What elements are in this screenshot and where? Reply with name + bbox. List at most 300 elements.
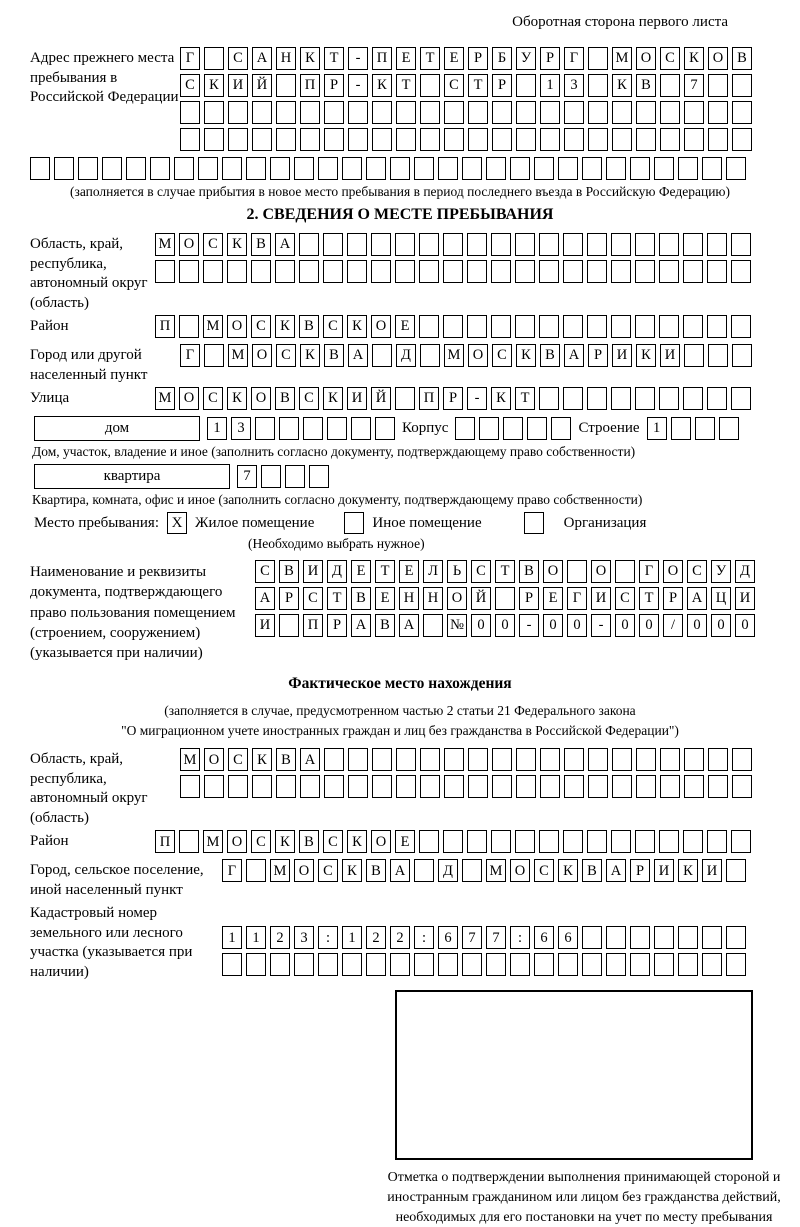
char-cell[interactable] <box>252 101 272 124</box>
char-cell[interactable] <box>276 74 296 97</box>
char-cell[interactable] <box>660 748 680 771</box>
char-cell[interactable] <box>731 260 751 283</box>
char-cell[interactable]: 2 <box>390 926 410 949</box>
char-cell[interactable]: О <box>636 47 656 70</box>
char-cell[interactable] <box>587 315 607 338</box>
char-cell[interactable] <box>371 233 391 256</box>
char-cell[interactable]: 0 <box>615 614 635 637</box>
char-cell[interactable]: 2 <box>270 926 290 949</box>
char-cell[interactable] <box>78 157 98 180</box>
char-cell[interactable]: : <box>510 926 530 949</box>
char-cell[interactable] <box>309 465 329 488</box>
char-cell[interactable] <box>419 260 439 283</box>
char-cell[interactable]: К <box>204 74 224 97</box>
char-cell[interactable] <box>390 157 410 180</box>
char-cell[interactable] <box>563 260 583 283</box>
char-cell[interactable] <box>276 775 296 798</box>
char-cell[interactable] <box>635 387 655 410</box>
char-cell[interactable]: : <box>318 926 338 949</box>
char-cell[interactable] <box>462 859 482 882</box>
char-cell[interactable]: А <box>255 587 275 610</box>
char-cell[interactable] <box>588 775 608 798</box>
char-cell[interactable] <box>372 775 392 798</box>
char-cell[interactable]: И <box>612 344 632 367</box>
char-cell[interactable]: П <box>155 315 175 338</box>
char-cell[interactable]: С <box>444 74 464 97</box>
char-cell[interactable]: О <box>204 748 224 771</box>
char-cell[interactable]: Е <box>399 560 419 583</box>
char-cell[interactable] <box>372 344 392 367</box>
char-cell[interactable] <box>707 387 727 410</box>
char-cell[interactable] <box>540 775 560 798</box>
char-cell[interactable]: П <box>419 387 439 410</box>
char-cell[interactable]: С <box>534 859 554 882</box>
char-cell[interactable] <box>684 344 704 367</box>
char-cell[interactable]: И <box>347 387 367 410</box>
char-cell[interactable]: М <box>444 344 464 367</box>
char-cell[interactable] <box>612 775 632 798</box>
char-cell[interactable] <box>396 128 416 151</box>
char-cell[interactable] <box>635 830 655 853</box>
char-cell[interactable]: 0 <box>735 614 755 637</box>
char-cell[interactable]: Г <box>180 344 200 367</box>
char-cell[interactable] <box>375 417 395 440</box>
char-cell[interactable] <box>204 344 224 367</box>
char-cell[interactable] <box>443 315 463 338</box>
char-cell[interactable] <box>612 748 632 771</box>
char-cell[interactable]: А <box>564 344 584 367</box>
char-cell[interactable]: Г <box>222 859 242 882</box>
char-cell[interactable]: К <box>516 344 536 367</box>
char-cell[interactable]: 1 <box>222 926 242 949</box>
char-cell[interactable]: В <box>540 344 560 367</box>
char-cell[interactable] <box>540 128 560 151</box>
char-cell[interactable]: А <box>687 587 707 610</box>
char-cell[interactable]: Т <box>375 560 395 583</box>
char-cell[interactable] <box>707 260 727 283</box>
char-cell[interactable]: М <box>203 315 223 338</box>
char-cell[interactable]: В <box>276 748 296 771</box>
char-cell[interactable]: - <box>519 614 539 637</box>
char-cell[interactable]: Р <box>540 47 560 70</box>
char-cell[interactable]: Ь <box>447 560 467 583</box>
char-cell[interactable]: Т <box>324 47 344 70</box>
char-cell[interactable] <box>587 830 607 853</box>
char-cell[interactable] <box>516 101 536 124</box>
char-cell[interactable]: А <box>252 47 272 70</box>
char-cell[interactable]: Т <box>420 47 440 70</box>
char-cell[interactable] <box>684 748 704 771</box>
char-cell[interactable] <box>54 157 74 180</box>
char-cell[interactable] <box>294 157 314 180</box>
char-cell[interactable]: 1 <box>246 926 266 949</box>
char-cell[interactable] <box>611 233 631 256</box>
char-cell[interactable]: И <box>702 859 722 882</box>
char-cell[interactable] <box>467 260 487 283</box>
char-cell[interactable]: Р <box>630 859 650 882</box>
char-cell[interactable] <box>323 233 343 256</box>
char-cell[interactable]: О <box>591 560 611 583</box>
char-cell[interactable] <box>659 315 679 338</box>
char-cell[interactable]: 0 <box>711 614 731 637</box>
char-cell[interactable] <box>636 128 656 151</box>
char-cell[interactable] <box>327 417 347 440</box>
char-cell[interactable] <box>420 775 440 798</box>
char-cell[interactable] <box>366 157 386 180</box>
char-cell[interactable]: 3 <box>231 417 251 440</box>
char-cell[interactable]: И <box>228 74 248 97</box>
char-cell[interactable]: В <box>519 560 539 583</box>
char-cell[interactable]: С <box>492 344 512 367</box>
char-cell[interactable]: К <box>347 830 367 853</box>
char-cell[interactable]: К <box>227 233 247 256</box>
char-cell[interactable] <box>222 953 242 976</box>
char-cell[interactable] <box>726 953 746 976</box>
char-cell[interactable]: К <box>491 387 511 410</box>
char-cell[interactable] <box>702 953 722 976</box>
char-cell[interactable] <box>419 830 439 853</box>
char-cell[interactable] <box>539 260 559 283</box>
char-cell[interactable] <box>180 775 200 798</box>
char-cell[interactable]: К <box>227 387 247 410</box>
char-cell[interactable]: К <box>347 315 367 338</box>
char-cell[interactable] <box>726 859 746 882</box>
char-cell[interactable]: С <box>299 387 319 410</box>
char-cell[interactable] <box>558 953 578 976</box>
char-cell[interactable] <box>455 417 475 440</box>
char-cell[interactable] <box>300 101 320 124</box>
char-cell[interactable] <box>654 953 674 976</box>
char-cell[interactable]: П <box>303 614 323 637</box>
char-cell[interactable] <box>515 260 535 283</box>
char-cell[interactable] <box>323 260 343 283</box>
char-cell[interactable]: С <box>203 233 223 256</box>
char-cell[interactable]: А <box>300 748 320 771</box>
char-cell[interactable]: С <box>251 315 271 338</box>
char-cell[interactable] <box>204 775 224 798</box>
char-cell[interactable] <box>462 157 482 180</box>
char-cell[interactable]: О <box>468 344 488 367</box>
char-cell[interactable] <box>635 315 655 338</box>
char-cell[interactable] <box>204 101 224 124</box>
char-cell[interactable] <box>299 260 319 283</box>
char-cell[interactable]: Е <box>395 315 415 338</box>
char-cell[interactable] <box>275 260 295 283</box>
char-cell[interactable]: В <box>251 233 271 256</box>
char-cell[interactable] <box>423 614 443 637</box>
char-cell[interactable] <box>324 101 344 124</box>
char-cell[interactable] <box>342 953 362 976</box>
char-cell[interactable] <box>180 101 200 124</box>
char-cell[interactable]: Р <box>519 587 539 610</box>
char-cell[interactable] <box>732 344 752 367</box>
char-cell[interactable]: 0 <box>495 614 515 637</box>
char-cell[interactable]: 6 <box>438 926 458 949</box>
char-cell[interactable] <box>179 260 199 283</box>
char-cell[interactable] <box>606 926 626 949</box>
char-cell[interactable]: М <box>486 859 506 882</box>
char-cell[interactable]: 7 <box>486 926 506 949</box>
char-cell[interactable]: Т <box>639 587 659 610</box>
char-cell[interactable]: О <box>708 47 728 70</box>
char-cell[interactable] <box>299 233 319 256</box>
char-cell[interactable] <box>611 315 631 338</box>
char-cell[interactable] <box>731 233 751 256</box>
char-cell[interactable]: И <box>591 587 611 610</box>
char-cell[interactable] <box>270 157 290 180</box>
char-cell[interactable] <box>611 387 631 410</box>
char-cell[interactable] <box>246 157 266 180</box>
char-cell[interactable] <box>611 830 631 853</box>
char-cell[interactable]: С <box>687 560 707 583</box>
char-cell[interactable]: А <box>348 344 368 367</box>
char-cell[interactable]: К <box>342 859 362 882</box>
char-cell[interactable]: Е <box>444 47 464 70</box>
char-cell[interactable]: К <box>252 748 272 771</box>
char-cell[interactable] <box>318 157 338 180</box>
char-cell[interactable] <box>551 417 571 440</box>
char-cell[interactable]: Й <box>471 587 491 610</box>
char-cell[interactable]: М <box>155 233 175 256</box>
char-cell[interactable] <box>348 748 368 771</box>
char-cell[interactable]: 3 <box>564 74 584 97</box>
char-cell[interactable]: 0 <box>543 614 563 637</box>
char-cell[interactable] <box>467 830 487 853</box>
char-cell[interactable] <box>707 830 727 853</box>
char-cell[interactable]: Т <box>327 587 347 610</box>
char-cell[interactable]: С <box>203 387 223 410</box>
char-cell[interactable]: А <box>275 233 295 256</box>
char-cell[interactable] <box>204 47 224 70</box>
char-cell[interactable] <box>516 775 536 798</box>
char-cell[interactable]: Д <box>396 344 416 367</box>
char-cell[interactable] <box>516 128 536 151</box>
char-cell[interactable] <box>587 260 607 283</box>
char-cell[interactable] <box>285 465 305 488</box>
char-cell[interactable] <box>702 157 722 180</box>
char-cell[interactable]: В <box>636 74 656 97</box>
char-cell[interactable] <box>540 101 560 124</box>
char-cell[interactable]: М <box>203 830 223 853</box>
char-cell[interactable]: В <box>299 315 319 338</box>
char-cell[interactable] <box>564 748 584 771</box>
char-cell[interactable] <box>372 101 392 124</box>
char-cell[interactable]: - <box>348 74 368 97</box>
char-cell[interactable]: В <box>279 560 299 583</box>
char-cell[interactable] <box>228 775 248 798</box>
char-cell[interactable]: Т <box>515 387 535 410</box>
char-cell[interactable] <box>204 128 224 151</box>
char-cell[interactable]: С <box>471 560 491 583</box>
char-cell[interactable] <box>222 157 242 180</box>
char-cell[interactable]: О <box>510 859 530 882</box>
char-cell[interactable]: К <box>684 47 704 70</box>
char-cell[interactable]: Е <box>396 47 416 70</box>
char-cell[interactable]: 1 <box>342 926 362 949</box>
char-cell[interactable]: С <box>323 315 343 338</box>
char-cell[interactable] <box>630 926 650 949</box>
char-cell[interactable]: 1 <box>540 74 560 97</box>
char-cell[interactable] <box>372 128 392 151</box>
char-cell[interactable] <box>563 233 583 256</box>
char-cell[interactable] <box>347 260 367 283</box>
char-cell[interactable]: Р <box>327 614 347 637</box>
char-cell[interactable] <box>708 101 728 124</box>
char-cell[interactable]: Н <box>276 47 296 70</box>
char-cell[interactable] <box>227 260 247 283</box>
char-cell[interactable] <box>732 101 752 124</box>
char-cell[interactable] <box>635 233 655 256</box>
char-cell[interactable] <box>660 74 680 97</box>
char-cell[interactable] <box>342 157 362 180</box>
char-cell[interactable] <box>582 953 602 976</box>
char-cell[interactable]: М <box>612 47 632 70</box>
char-cell[interactable] <box>486 953 506 976</box>
char-cell[interactable] <box>732 775 752 798</box>
char-cell[interactable] <box>732 748 752 771</box>
char-cell[interactable] <box>276 101 296 124</box>
char-cell[interactable] <box>606 157 626 180</box>
char-cell[interactable]: И <box>660 344 680 367</box>
char-cell[interactable] <box>534 157 554 180</box>
char-cell[interactable] <box>324 775 344 798</box>
char-cell[interactable] <box>683 315 703 338</box>
char-cell[interactable] <box>348 128 368 151</box>
char-cell[interactable] <box>444 101 464 124</box>
char-cell[interactable] <box>588 47 608 70</box>
char-cell[interactable]: Т <box>495 560 515 583</box>
char-cell[interactable]: 6 <box>558 926 578 949</box>
char-cell[interactable] <box>30 157 50 180</box>
char-cell[interactable] <box>534 953 554 976</box>
checkbox-inoe-pomeshchenie[interactable] <box>344 512 364 534</box>
char-cell[interactable]: С <box>303 587 323 610</box>
char-cell[interactable] <box>515 315 535 338</box>
char-cell[interactable] <box>587 387 607 410</box>
char-cell[interactable]: Д <box>327 560 347 583</box>
char-cell[interactable]: Р <box>492 74 512 97</box>
char-cell[interactable] <box>731 830 751 853</box>
char-cell[interactable] <box>492 128 512 151</box>
char-cell[interactable] <box>587 233 607 256</box>
char-cell[interactable]: У <box>711 560 731 583</box>
char-cell[interactable] <box>732 128 752 151</box>
char-cell[interactable]: А <box>351 614 371 637</box>
char-cell[interactable] <box>318 953 338 976</box>
char-cell[interactable]: № <box>447 614 467 637</box>
char-cell[interactable] <box>708 74 728 97</box>
char-cell[interactable] <box>348 101 368 124</box>
char-cell[interactable] <box>203 260 223 283</box>
char-cell[interactable] <box>630 953 650 976</box>
char-cell[interactable]: В <box>324 344 344 367</box>
char-cell[interactable] <box>588 128 608 151</box>
char-cell[interactable]: В <box>582 859 602 882</box>
char-cell[interactable] <box>443 830 463 853</box>
char-cell[interactable] <box>491 830 511 853</box>
char-cell[interactable]: Р <box>324 74 344 97</box>
char-cell[interactable] <box>348 775 368 798</box>
char-cell[interactable] <box>678 926 698 949</box>
char-cell[interactable] <box>539 830 559 853</box>
char-cell[interactable] <box>516 74 536 97</box>
char-cell[interactable] <box>179 315 199 338</box>
char-cell[interactable] <box>396 775 416 798</box>
char-cell[interactable]: С <box>255 560 275 583</box>
char-cell[interactable] <box>180 128 200 151</box>
char-cell[interactable] <box>174 157 194 180</box>
char-cell[interactable] <box>444 748 464 771</box>
char-cell[interactable]: 0 <box>639 614 659 637</box>
char-cell[interactable] <box>155 260 175 283</box>
char-cell[interactable]: В <box>732 47 752 70</box>
char-cell[interactable]: К <box>678 859 698 882</box>
char-cell[interactable] <box>659 387 679 410</box>
char-cell[interactable]: 7 <box>462 926 482 949</box>
char-cell[interactable] <box>419 233 439 256</box>
char-cell[interactable] <box>468 128 488 151</box>
char-cell[interactable]: 0 <box>471 614 491 637</box>
char-cell[interactable] <box>515 233 535 256</box>
char-cell[interactable] <box>467 233 487 256</box>
char-cell[interactable]: С <box>660 47 680 70</box>
char-cell[interactable]: Р <box>443 387 463 410</box>
char-cell[interactable] <box>683 830 703 853</box>
char-cell[interactable] <box>179 830 199 853</box>
char-cell[interactable]: М <box>155 387 175 410</box>
checkbox-zhiloe-pomeshchenie[interactable]: X <box>167 512 187 534</box>
char-cell[interactable]: Р <box>279 587 299 610</box>
char-cell[interactable] <box>515 830 535 853</box>
char-cell[interactable] <box>671 417 691 440</box>
char-cell[interactable]: О <box>252 344 272 367</box>
char-cell[interactable] <box>324 748 344 771</box>
char-cell[interactable]: Т <box>468 74 488 97</box>
char-cell[interactable] <box>491 233 511 256</box>
char-cell[interactable]: Е <box>351 560 371 583</box>
char-cell[interactable] <box>659 830 679 853</box>
char-cell[interactable] <box>588 748 608 771</box>
char-cell[interactable]: Е <box>375 587 395 610</box>
char-cell[interactable] <box>420 128 440 151</box>
char-cell[interactable]: В <box>299 830 319 853</box>
char-cell[interactable]: С <box>276 344 296 367</box>
char-cell[interactable]: М <box>270 859 290 882</box>
char-cell[interactable]: П <box>155 830 175 853</box>
char-cell[interactable] <box>732 74 752 97</box>
char-cell[interactable]: О <box>179 387 199 410</box>
char-cell[interactable] <box>731 315 751 338</box>
char-cell[interactable] <box>707 315 727 338</box>
char-cell[interactable]: У <box>516 47 536 70</box>
char-cell[interactable] <box>611 260 631 283</box>
char-cell[interactable]: Р <box>468 47 488 70</box>
char-cell[interactable]: П <box>300 74 320 97</box>
char-cell[interactable]: 2 <box>366 926 386 949</box>
char-cell[interactable] <box>351 417 371 440</box>
char-cell[interactable]: И <box>255 614 275 637</box>
char-cell[interactable] <box>635 260 655 283</box>
char-cell[interactable]: Е <box>395 830 415 853</box>
char-cell[interactable] <box>443 233 463 256</box>
char-cell[interactable]: В <box>375 614 395 637</box>
char-cell[interactable] <box>540 748 560 771</box>
char-cell[interactable] <box>567 560 587 583</box>
char-cell[interactable] <box>719 417 739 440</box>
char-cell[interactable]: С <box>180 74 200 97</box>
char-cell[interactable] <box>252 128 272 151</box>
char-cell[interactable]: - <box>348 47 368 70</box>
